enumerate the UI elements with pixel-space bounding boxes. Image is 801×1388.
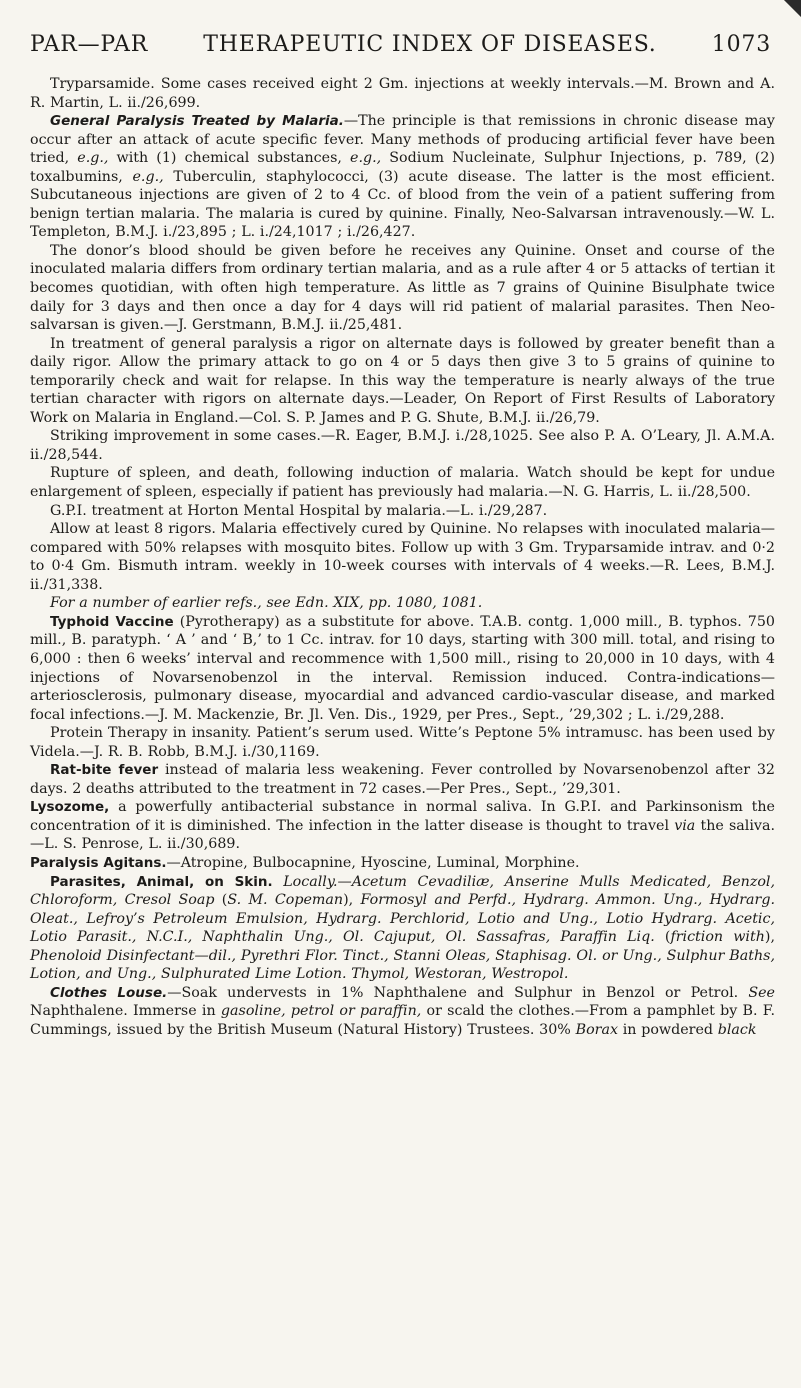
italic-text: e.g.,: [132, 168, 164, 185]
italic-text: black: [717, 1021, 757, 1038]
index-paragraph: [30, 798, 775, 854]
body-text: Tryparsamide. Some cases received eight 2 Gm. injections at weekly intervals.—M. Brown and A. R. Martin, L. ii./26,699.: [30, 76, 775, 111]
index-paragraph: [30, 873, 775, 984]
index-paragraph: [30, 502, 775, 521]
body-text: a powerfully antibacterial substance in normal saliva. In G.P.I. and Parkinsonism the concentration of it is diminished. The infection in the latter disease is thought to travel: [30, 799, 775, 834]
body-text: [273, 874, 284, 890]
italic-text: e.g.,: [77, 150, 109, 167]
italic-text: gasoline, petrol or paraffin,: [220, 1003, 422, 1020]
italic-text: S. M. Copeman: [227, 892, 344, 909]
italic-text: See: [748, 984, 775, 1001]
body-text: G.P.I. treatment at Horton Mental Hospital by malaria.—L. i./29,287.: [50, 502, 548, 519]
body-text: —The principle is that remissions in chronic disease may occur after an attack of acute specific fever. Many methods of producing artificial fever have been tried,: [30, 113, 775, 167]
body-text: (Pyrotherapy) as a substitute for above. T.A.B. contg. 1,000 mill., B. typhos. 750 mill., B. paratyph. ‘ A ’ and ‘ B,’ to 1 Cc. intrav. for 10 days, starting with 300 mill. total, and rising to 6,000 : then 6 weeks’ interval and recommence with 1,500 mill., rising to 20,000 in 10 days, with 4 injections of Novarsenobenzol in the interval. Remission induced. Contra-indications—arteriosclerosis, pulmonary disease, myocardial and advanced cardio-vascular disease, and marked focal infections.—J. M. Mackenzie, Br. Jl. Ven. Dis., 1929, per Pres., Sept., ’29,302 ; L. i./29,288.: [30, 613, 775, 723]
body-text: In treatment of general paralysis a rigor on alternate days is followed by greater benefit than a daily rigor. Allow the primary attack to go on 4 or 5 days then give 3 to 5 grains of quinine to temporarily check and wait for relapse. In this way the temperature is nearly always of the true tertian character with rigors on alternate days.—Leader, On Report of First Results of Laboratory Work on Malaria in England.—Col. S. P. James and P. G. Shute, B.M.J. ii./26,79.: [30, 335, 775, 426]
section-range: PAR—PAR: [30, 32, 149, 57]
italic-text: Formosyl and Perfd., Hydrarg. Ammon. Ung., Hydrarg. Oleat., Lefroy’s Petroleum Emulsion, Hydrarg. Perchlorid, Lotio and Ung., Lotio Hydrarg. Acetic, Lotio Parasit., N.C.I., Naphthalin Ung., Ol. Cajuput, Ol. Sassafras, Paraffin Liq.: [30, 892, 776, 946]
entry-term: Lysozome,: [30, 799, 110, 816]
index-paragraph: [30, 854, 775, 873]
index-body-text: [30, 75, 775, 1039]
body-text: The donor’s blood should be given before he receives any Quinine. Onset and course of the inoculated malaria differs from ordinary tertian malaria, and as a rule after 4 or 5 attacks of tertian it becomes quotidian, with often high temperature. As little as 7 grains of Quinine Bisulphate twice daily for 3 days and then once a day for 4 days will rid patient of malarial parasites. Then Neo-salvarsan is given.—J. Gerstmann, B.M.J. ii./25,481.: [30, 242, 775, 334]
body-text: (: [214, 892, 228, 909]
running-head: [30, 32, 771, 57]
italic-text: or: [602, 947, 618, 964]
entry-term: Typhoid Vaccine: [50, 613, 174, 630]
body-text: —Soak undervests in 1% Naphthalene and Sulphur in Benzol or Petrol.: [167, 984, 749, 1001]
index-paragraph: [30, 761, 775, 798]
italic-text: Borax: [575, 1021, 618, 1038]
italic-text: Phenoloid Disinfectant—dil., Pyrethri Flor. Tinct., Stanni Oleas, Staphisag. Ol.: [30, 947, 598, 964]
page-number: 1073: [711, 32, 771, 57]
body-text: or scald the clothes.—From a pamphlet by B. F. Cummings, issued by the British Museum (Natural History) Trustees. 30%: [30, 1003, 775, 1038]
italic-text: Locally.—Acetum Cevadiliæ, Anserine Mulls Medicated, Benzol, Chloroform, Cresol Soap: [30, 873, 775, 909]
entry-heading: Clothes Louse.: [50, 984, 168, 1001]
corner-mark: [773, 0, 801, 20]
body-text: (: [654, 929, 671, 946]
entry-term: Parasites, Animal, on Skin.: [50, 873, 273, 890]
index-paragraph: [30, 335, 775, 428]
body-text: Protein Therapy in insanity. Patient’s serum used. Witte’s Peptone 5% intramusc. has been used by Videla.—J. R. B. Robb, B.M.J. i./30,1169.: [30, 725, 775, 760]
body-text: Striking improvement in some cases.—R. Eager, B.M.J. i./28,1025. See also P. A. O’Leary, Jl. A.M.A. ii./28,544.: [30, 428, 775, 463]
body-text: ),: [343, 892, 361, 909]
italic-text: e.g.,: [350, 150, 382, 167]
body-text: Allow at least 8 rigors. Malaria effectively cured by Quinine. No relapses with inoculated malaria—compared with 50% relapses with mosquito bites. Follow up with 3 Gm. Tryparsamide intrav. and 0·2 to 0·4 Gm. Bismuth intram. weekly in 10-week courses with intervals of 4 weeks.—R. Lees, B.M.J. ii./31,338.: [30, 521, 775, 593]
body-text: in powdered: [618, 1021, 718, 1038]
index-paragraph: [30, 594, 775, 613]
body-text: Rupture of spleen, and death, following induction of malaria. Watch should be kept for undue enlargement of spleen, especially if patient has previously had malaria.—N. G. Harris, L. ii./28,500.: [30, 465, 775, 501]
body-text: Sodium Nucleinate, Sulphur Injections, p. 789, (2) toxalbumins,: [30, 150, 775, 185]
body-text: with (1) chemical substances,: [108, 150, 351, 167]
body-text: instead of malaria less weakening. Fever controlled by Novarsenobenzol after 32 days. 2 deaths attributed to the treatment in 72 cases.—Per Pres., Sept., ’29,301.: [30, 762, 775, 797]
body-text: Naphthalene. Immerse in: [30, 1003, 221, 1020]
italic-text: friction with: [670, 929, 765, 946]
index-paragraph: [30, 613, 775, 724]
index-paragraph: [30, 520, 775, 594]
entry-term: Paralysis Agitans.: [30, 854, 167, 871]
index-paragraph: [30, 724, 775, 761]
italic-text: via: [674, 817, 696, 834]
index-paragraph: [30, 75, 775, 112]
italic-text: Ung., Sulphur Baths, Lotion, and Ung., Sulphurated Lime Lotion. Thymol, Westoran, Westropol.: [30, 947, 776, 983]
index-paragraph: [30, 984, 775, 1040]
body-text: Tuberculin, staphylococci, (3) acute disease. The latter is the most efficient. Subcutaneous injections are given of 2 to 4 Cc. of blood from the vein of a patient suffering from benign tertian malaria. The malaria is cured by quinine. Finally, Neo-Salvarsan intravenously.—W. L. Templeton, B.M.J. i./23,895 ; L. i./24,1017 ; i./26,427.: [30, 168, 776, 241]
entry-heading: General Paralysis Treated by Malaria.: [50, 113, 344, 130]
italic-text: For a number of earlier refs., see Edn. XIX, pp. 1080, 1081.: [50, 595, 483, 612]
body-text: —Atropine, Bulbocapnine, Hyoscine, Luminal, Morphine.: [166, 854, 580, 871]
page-title: THERAPEUTIC INDEX OF DISEASES.: [203, 32, 657, 57]
index-paragraph: [30, 112, 775, 242]
body-text: ),: [764, 929, 775, 946]
index-paragraph: [30, 242, 775, 335]
body-text: the saliva.—L. S. Penrose, L. ii./30,689.: [30, 817, 775, 853]
entry-term: Rat-bite fever: [50, 762, 159, 779]
index-paragraph: [30, 427, 775, 464]
index-paragraph: [30, 464, 775, 501]
